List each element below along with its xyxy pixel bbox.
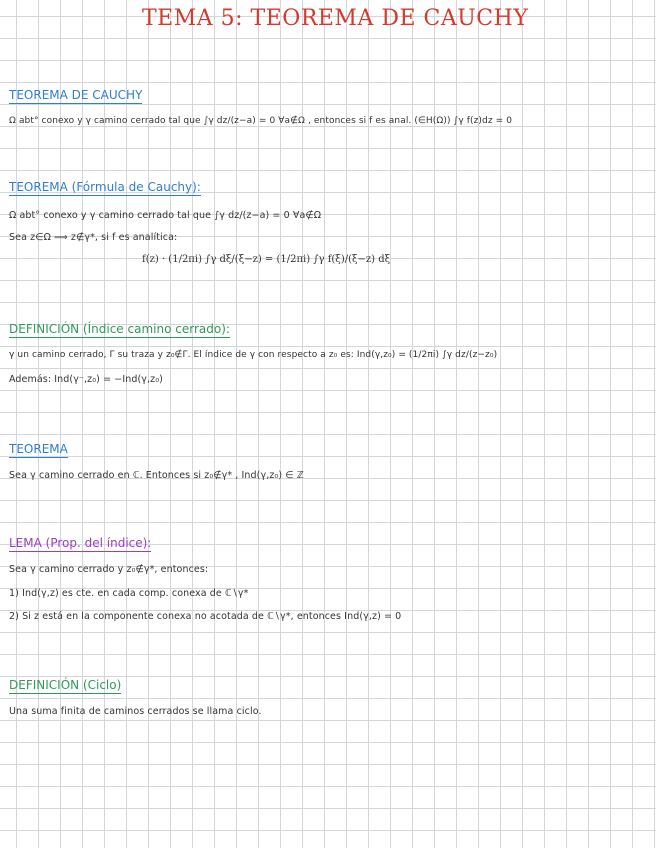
section-line: Ω abt° conexo y γ camino cerrado tal que ∫γ dz/(z−a) = 0 ∀a∉Ω: [9, 210, 322, 221]
section-heading-teorema-cauchy: TEOREMA DE CAUCHY: [9, 88, 143, 102]
section-heading-teorema: TEOREMA: [9, 442, 68, 456]
section-line: Además: Ind(γ⁻,z₀) = −Ind(γ,z₀): [9, 374, 163, 385]
section-line: Ω abt° conexo y γ camino cerrado tal que ∫γ dz/(z−a) = 0 ∀a∉Ω , entonces si f es anal. (∈H(Ω)) ∫γ f(z)dz = 0: [9, 116, 513, 126]
cauchy-formula: f(z) · (1/2πi) ∫γ dξ/(ξ−z) = (1/2πi) ∫γ f(ξ)/(ξ−z) dξ: [142, 254, 391, 265]
section-heading-formula-cauchy: TEOREMA (Fórmula de Cauchy):: [9, 180, 201, 194]
section-heading-indice: DEFINICIÓN (Índice camino cerrado):: [9, 322, 230, 336]
section-line: Una suma finita de caminos cerrados se llama ciclo.: [9, 706, 262, 717]
section-line: γ un camino cerrado, Γ su traza y z₀∉Γ. El índice de γ con respecto a z₀ es: Ind(γ,z₀) = (1/2πi) ∫γ dz/(z−z₀): [9, 350, 498, 360]
section-heading-ciclo: DEFINICIÓN (Ciclo): [9, 678, 122, 692]
section-line: Sea γ camino cerrado en ℂ. Entonces si z₀∉γ* , Ind(γ,z₀) ∈ ℤ: [9, 470, 304, 481]
section-line: 2) Si z está en la componente conexa no acotada de ℂ∖γ*, entonces Ind(γ,z) = 0: [9, 611, 402, 622]
section-line: Sea γ camino cerrado y z₀∉γ*, entonces:: [9, 564, 209, 575]
section-line: 1) Ind(γ,z) es cte. en cada comp. conexa de ℂ∖γ*: [9, 588, 249, 599]
page-title: TEMA 5: TEOREMA DE CAUCHY: [142, 6, 529, 31]
section-heading-lema: LEMA (Prop. del índice):: [9, 536, 152, 550]
section-line: Sea z∈Ω ⟹ z∉γ*, si f es analítica:: [9, 232, 178, 243]
